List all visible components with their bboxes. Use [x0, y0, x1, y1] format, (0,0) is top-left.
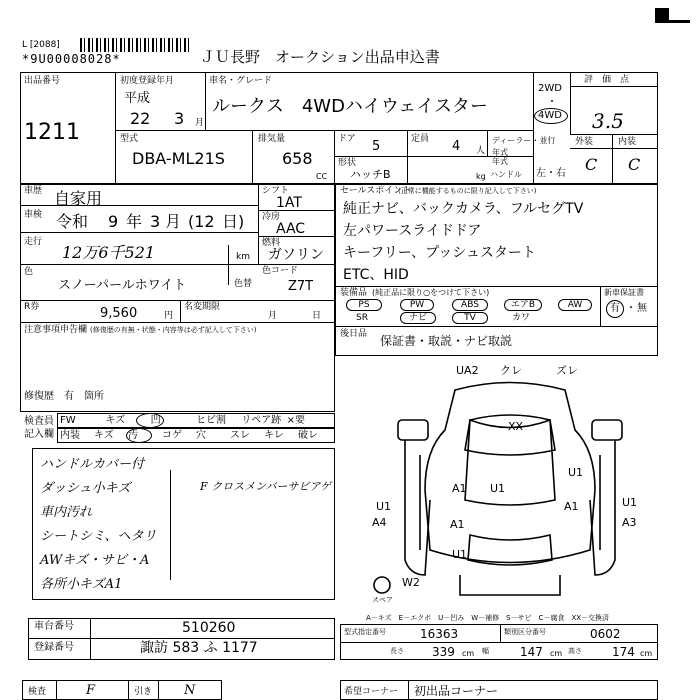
repair-history-label: 修復歴 [24, 391, 54, 402]
check-item[interactable]: 穴 [196, 430, 206, 441]
mark-ua2: UA2 [456, 364, 479, 377]
inspector-note-4: シートシミ、ヘタリ [40, 529, 157, 544]
diagram-legend: A－キズ E－エクボ U－凹み W－補修 S－サビ C－腐食 XX－交換済 [366, 614, 610, 622]
wish-value: 初出品コーナー [414, 684, 499, 698]
sales-point-1: 純正ナビ、バックカメラ、フルセグTV [343, 201, 584, 217]
type-number-label: 型式指定番号 [344, 628, 386, 636]
mark-u1-left: U1 [376, 500, 392, 513]
check-dent-circle [136, 413, 164, 428]
recycle-unit: 円 [164, 311, 174, 321]
inspect-label: 検査 [28, 687, 47, 697]
repair-history-unit: 箇所 [84, 391, 104, 402]
check-item[interactable]: コゲ [162, 430, 182, 441]
usage-label: 車歴 [24, 186, 43, 196]
color-code-value: Z7T [288, 279, 314, 294]
plate-value: 510260 [182, 620, 236, 636]
length-value: 339 [432, 645, 455, 659]
mark-a1-right: A1 [564, 500, 579, 513]
mark-kure: クレ [500, 364, 522, 377]
color-code-label: 色コード [262, 266, 299, 276]
doc-code: L [2088] [22, 40, 60, 50]
dealer-label: ディーラー・並行 [492, 136, 556, 145]
check-item[interactable]: ×要 [286, 415, 306, 426]
doors-value: 5 [372, 139, 381, 154]
model-value: DBA-ML21S [132, 149, 225, 168]
shape-label: 形状 [338, 158, 357, 168]
reg-label: 登録番号 [34, 642, 74, 653]
sales-points-label: セールスポイント [340, 186, 412, 196]
inspection-month: 3 [150, 212, 161, 231]
grade-label: 評 価 点 [584, 75, 630, 85]
inspector-note-3: 車内汚れ [40, 505, 93, 520]
car-name: ルークス 4WDハイウェイスター [212, 96, 489, 117]
inspection-era: 令和 [56, 212, 89, 231]
inspection-year-unit: 年 [126, 212, 143, 231]
displacement-label: 排気量 [258, 134, 286, 144]
equipment-sub: (純正品に限り○をつけて下さい) [372, 288, 490, 297]
draw-value: N [184, 683, 196, 698]
rear-bumper [460, 575, 560, 595]
interior-label: 内装 [618, 137, 637, 147]
inspector-note-5: AWキズ・サビ・A [40, 553, 150, 568]
check-item[interactable]: 汚 [128, 430, 138, 441]
mileage-value: 12万6千521 [62, 243, 156, 262]
mark-a4: A4 [372, 516, 387, 529]
new-book-no: 無 [637, 303, 647, 314]
equip-sr[interactable]: SR [356, 313, 368, 323]
year-label: 年式 [492, 148, 508, 157]
capacity-unit: 人 [476, 146, 486, 156]
form-title: ＪＵ長野 オークション出品申込書 [200, 48, 440, 66]
reg-value: 諏訪 583 ふ 1177 [140, 640, 258, 656]
type-number-value: 16363 [420, 627, 459, 641]
height-label: 高さ [568, 647, 582, 655]
inspection-label: 車検 [24, 210, 43, 220]
wish-label: 希望コーナー [344, 687, 399, 697]
shift-label: シフト [262, 186, 290, 196]
mark-u1-center: U1 [490, 482, 506, 495]
recycle-label: R券 [24, 302, 40, 312]
ac-label: 冷房 [262, 212, 281, 222]
inspector-note-right: F クロスメンバーサビアゲ [200, 480, 332, 493]
width-value: 147 [520, 645, 543, 659]
mark-u1-left-lower: U1 [452, 548, 468, 561]
notes-sub: (修復歴の有無・状態・内容等は必ず記入して下さい) [90, 326, 257, 334]
color-label: 色 [24, 267, 34, 277]
new-book-sep: ・ [626, 303, 636, 314]
mark-a1-left: A1 [450, 518, 465, 531]
displacement-unit: CC [316, 172, 328, 181]
lot-number: 1211 [24, 120, 80, 145]
check-item[interactable]: キレ [264, 430, 284, 441]
barcode-number: *9U00008028* [22, 52, 121, 66]
sales-point-2: 左パワースライドドア [343, 223, 482, 239]
grade-value: 3.5 [592, 109, 624, 133]
new-book-label: 新車保証書 [604, 288, 644, 297]
mileage-label: 走行 [24, 237, 43, 247]
inspection-day-unit: 日) [222, 212, 245, 231]
width-label: 幅 [482, 647, 489, 655]
drive-2wd: 2WD [538, 83, 562, 94]
repair-history-value: 有 [64, 391, 74, 402]
check-item[interactable]: スレ [230, 430, 250, 441]
shape-value: ハッチB [350, 168, 391, 181]
sales-point-4: ETC、HID [343, 267, 409, 283]
barcode-icon [80, 38, 190, 52]
title-change-day: 日 [312, 311, 322, 321]
exterior-label: 外装 [575, 137, 594, 147]
lot-label: 出品番号 [24, 76, 61, 86]
width-unit: cm [550, 649, 563, 658]
right-mirror [592, 420, 622, 440]
inspector-note-2: ダッシュ小キズ [40, 481, 131, 496]
model-label: 型式 [120, 134, 139, 144]
drive-dot: ・ [547, 97, 557, 108]
capacity-label: 定員 [411, 134, 430, 144]
title-change-label: 名変期限 [184, 302, 221, 312]
drive-4wd: 4WD [538, 110, 562, 121]
fuel-value: ガソリン [268, 247, 324, 263]
check-item[interactable]: 破レ [298, 430, 318, 441]
mark-a3: A3 [622, 516, 637, 529]
mark-a1-center: A1 [452, 482, 467, 495]
first-reg-year: 22 [130, 109, 151, 128]
documents-value: 保証書・取説・ナビ取説 [380, 334, 513, 348]
interior-value: C [628, 155, 641, 174]
equip-navi[interactable]: ナビ [400, 312, 436, 324]
length-label: 長さ [390, 647, 404, 655]
equip-pw[interactable]: PW [400, 299, 434, 311]
inspect-value: F [86, 683, 96, 698]
notes-label: 注意事項申告欄 [24, 325, 88, 335]
mark-w2: W2 [402, 576, 420, 589]
checks-label-2: 記入欄 [24, 429, 54, 440]
equipment-label: 装備品 [340, 288, 368, 298]
equip-ps[interactable]: PS [346, 299, 382, 311]
mark-u1-far-right: U1 [622, 496, 638, 509]
title-change-month: 月 [268, 311, 278, 321]
first-reg-label: 初度登録年月 [120, 76, 175, 86]
height-unit: cm [640, 649, 653, 658]
car-name-label: 車名・グレード [209, 76, 273, 86]
inspection-month-unit: 月 [165, 212, 182, 231]
color-change-label: 色替 [234, 279, 253, 289]
fuel-label: 燃料 [262, 238, 281, 248]
height-value: 174 [612, 645, 635, 659]
equip-airbag[interactable]: エアB [504, 299, 542, 311]
new-book-yes: 有 [610, 303, 620, 314]
ac-value: AAC [276, 221, 306, 237]
capacity-value: 4 [452, 139, 461, 154]
doors-label: ドア [338, 134, 356, 144]
check-item[interactable]: キズ [105, 415, 126, 426]
equip-leather[interactable]: カワ [512, 313, 531, 323]
mileage-unit: km [236, 252, 250, 262]
usage-value: 自家用 [54, 189, 103, 208]
check-item[interactable]: キズ [94, 430, 114, 441]
equip-aw[interactable]: AW [558, 299, 592, 311]
year-label-2: 年式 [492, 157, 508, 166]
first-reg-month-unit: 月 [195, 118, 205, 128]
check-item[interactable]: リペア跡 [241, 415, 282, 426]
first-reg-era: 平成 [124, 91, 151, 106]
spare-tire [374, 577, 390, 593]
plate-label: 車台番号 [34, 621, 74, 632]
inspection-year: 9 [108, 212, 119, 231]
displacement-value: 658 [282, 149, 313, 168]
shift-value: 1AT [276, 195, 302, 211]
draw-label: 引き [134, 687, 153, 697]
recycle-value: 9,560 [100, 306, 138, 321]
left-mirror [398, 420, 428, 440]
handle-value: 左・右 [536, 168, 566, 179]
check-item[interactable]: 凹 [150, 415, 161, 426]
inspection-day: (12 [188, 212, 215, 231]
equip-abs[interactable]: ABS [452, 299, 488, 311]
check-item[interactable]: FW [60, 415, 76, 426]
first-reg-month: 3 [174, 109, 185, 128]
check-row-2-items [60, 430, 332, 442]
check-item[interactable]: 内装 [60, 430, 80, 441]
color-value: スノーパールホワイト [58, 278, 187, 293]
sales-points-sub: (正常に機能するものに限り記入して下さい) [398, 187, 537, 195]
kg-unit: kg [476, 172, 486, 181]
registration-mark-line [655, 20, 690, 23]
mark-u1-right: U1 [568, 466, 584, 479]
class-number-value: 0602 [590, 627, 621, 641]
checks-label-1: 検査員 [24, 416, 54, 427]
check-dirt-circle [126, 428, 152, 443]
documents-label: 後日品 [340, 329, 368, 339]
sales-point-3: キーフリー、プッシュスタート [343, 245, 536, 261]
inspector-note-1: ハンドルカバー付 [40, 457, 145, 472]
class-number-label: 類別区分番号 [504, 628, 546, 636]
length-unit: cm [462, 649, 475, 658]
mark-zure: ズレ [556, 364, 578, 377]
exterior-value: C [585, 155, 598, 174]
check-row-1-items [60, 415, 332, 427]
check-item[interactable]: ヒビ割 [196, 415, 226, 426]
spare-label: スペア [372, 596, 393, 604]
equip-tv[interactable]: TV [452, 312, 488, 324]
handle-label: ハンドル [490, 170, 522, 179]
car-diagram [360, 360, 660, 610]
mark-xx: XX [508, 420, 524, 433]
inspector-note-6: 各所小キズA1 [40, 577, 123, 592]
